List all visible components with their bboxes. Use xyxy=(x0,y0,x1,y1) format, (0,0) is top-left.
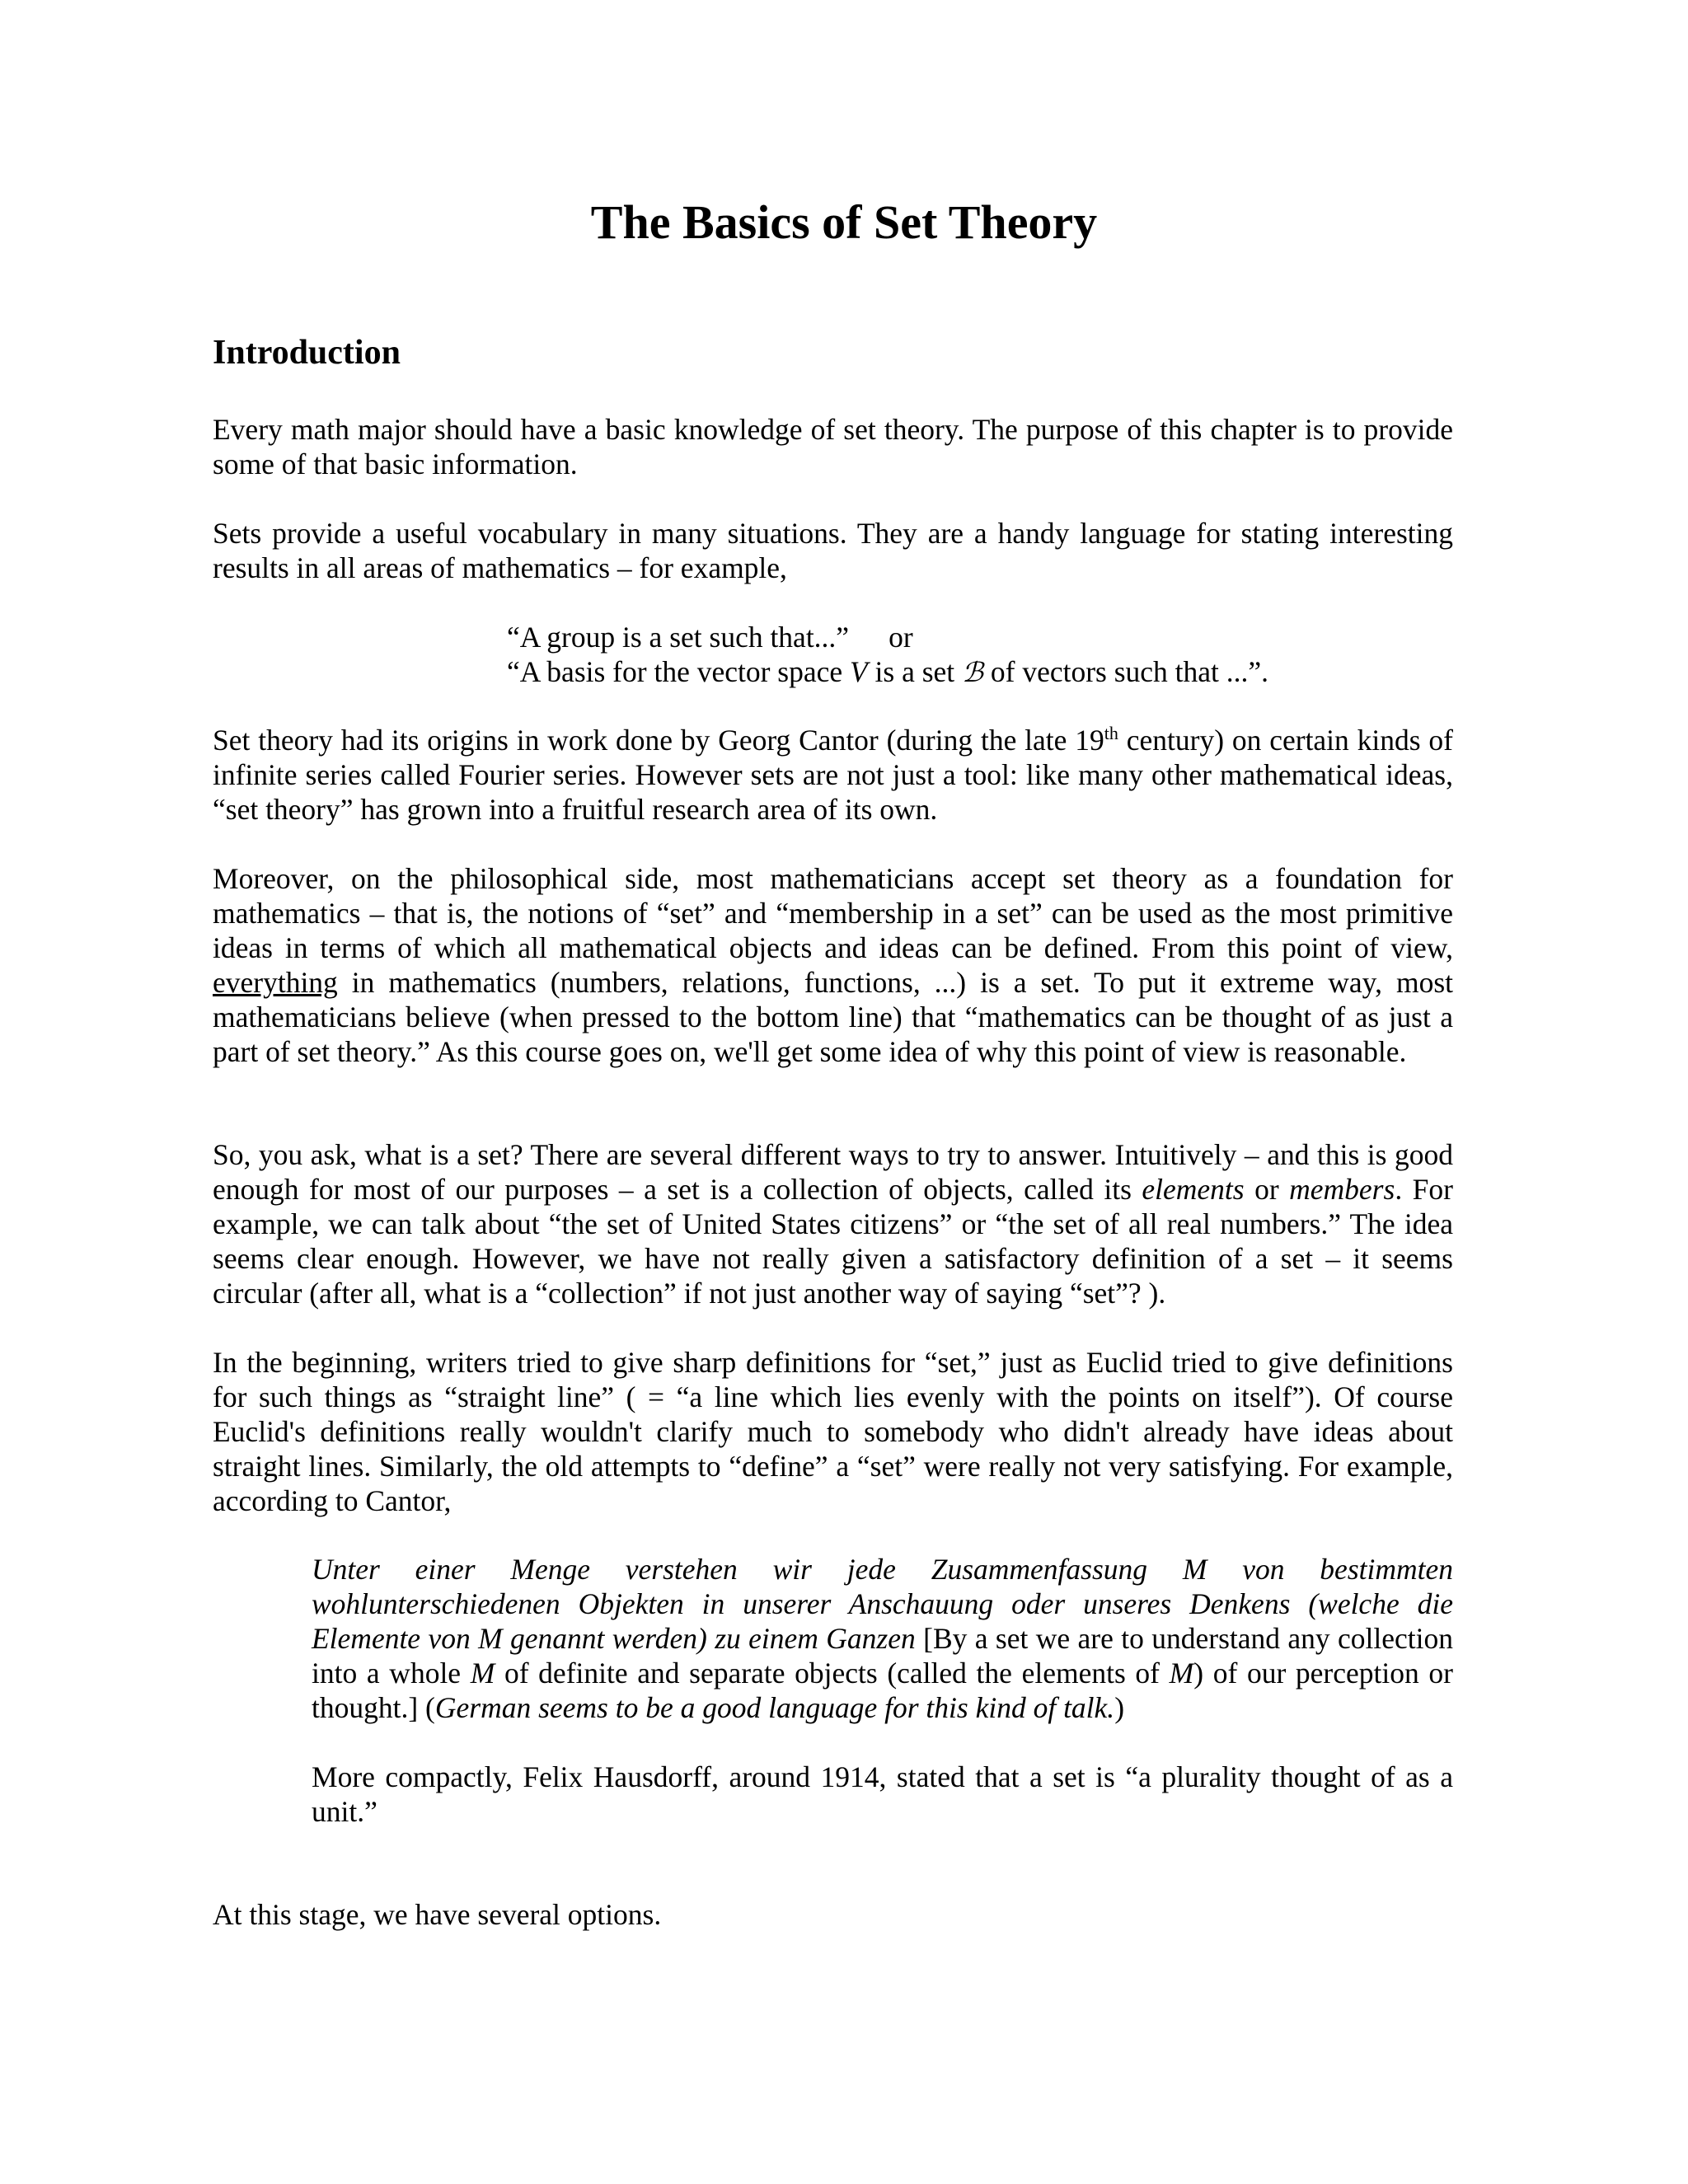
term-elements: elements xyxy=(1142,1173,1245,1206)
math-symbol-v: V xyxy=(849,655,868,688)
paragraph-options: At this stage, we have several options. xyxy=(213,1898,662,1931)
set-text-1: So, you ask, what is a set? There are several different ways to try to answer. Intuitively – and this is good enough for most of our purposes – a set is a collection of objects, called its xyxy=(213,1138,1453,1206)
cantor-english-3: ) of our perception or thought.] ( xyxy=(312,1657,1453,1724)
cantor-english-1: [By a set we are to understand any collection into a whole xyxy=(312,1622,1453,1690)
cantor-close: ) xyxy=(1114,1691,1125,1724)
paragraph-purpose: Every math major should have a basic knowledge of set theory. The purpose of this chapter is to provide some of that basic information. xyxy=(213,413,1453,480)
paragraph-definitions: In the beginning, writers tried to give sharp definitions for “set,” just as Euclid tried to give definitions for such things as “straight line” ( = “a line which lies evenly with the points on itself”). Of course Euclid's definitions really wouldn't clarify much to somebody who didn't already have ideas about straight lines. Similarly, the old attempts to “define” a “set” were really not very satisfying. For example, according to Cantor, xyxy=(213,1346,1453,1517)
cantor-aside: German seems to be a good language for this kind of talk. xyxy=(434,1691,1115,1724)
section-heading-introduction: Introduction xyxy=(213,334,401,372)
cantor-symbol-m1: M xyxy=(1182,1553,1207,1586)
cantor-english-2: of definite and separate objects (called the elements of xyxy=(495,1657,1170,1690)
hausdorff-quote: More compactly, Felix Hausdorff, around 1914, stated that a set is “a plurality thought of as a unit.” xyxy=(312,1760,1453,1828)
example-group-text: “A group is a set such that...” xyxy=(507,621,850,654)
example-basis-text-1: “A basis for the vector space xyxy=(507,655,850,688)
set-text-2: . For example, we can talk about “the set of United States citizens” or “the set of all real numbers.” The idea seems clear enough. However, we have not really given a satisfactory definition of a set – it seems circular (after all, what is a “collection” if not just another way of saying “set”? ). xyxy=(213,1173,1453,1310)
paragraph-foundation xyxy=(213,861,1453,1069)
example-basis-text-2: is a set xyxy=(867,655,963,688)
cantor-symbol-m4: M xyxy=(1169,1657,1194,1690)
example-basis xyxy=(507,654,1268,689)
example-or: or xyxy=(889,621,913,654)
origins-text-1: Set theory had its origins in work done by Georg Cantor (during the late 19 xyxy=(213,724,1104,757)
underlined-everything: everything xyxy=(213,966,338,999)
origins-text-2: century) on certain kinds of infinite series called Fourier series. However sets are not just a tool: like many other mathematical ideas, “set theory” has grown into a fruitful research area of its own. xyxy=(213,724,1453,826)
paragraph-vocabulary: Sets provide a useful vocabulary in many situations. They are a handy language for stating interesting results in all areas of mathematics – for example, xyxy=(213,517,1453,584)
cantor-symbol-m3: M xyxy=(470,1657,495,1690)
paragraph-what-is-a-set xyxy=(213,1137,1453,1310)
math-symbol-b: ℬ xyxy=(962,656,983,688)
origins-superscript: th xyxy=(1104,723,1118,744)
cantor-quote xyxy=(312,1552,1453,1725)
paragraph-origins xyxy=(213,723,1453,827)
term-members: members xyxy=(1289,1173,1395,1206)
example-basis-text-3: of vectors such that ...”. xyxy=(983,655,1269,688)
foundation-text-2: in mathematics (numbers, relations, functions, ...) is a set. To put it extreme way, most mathematicians believe (when pressed to the bottom line) that “mathematics can be thought of as just a part of set theory.” As this course goes on, we'll get some idea of why this point of view is reasonable. xyxy=(213,966,1453,1068)
document-title: The Basics of Set Theory xyxy=(590,195,1098,249)
foundation-text-1: Moreover, on the philosophical side, most mathematicians accept set theory as a foundation for mathematics – that is, the notions of “set” and “membership in a set” can be used as the most primitive ideas in terms of which all mathematical objects and ideas can be defined. From this point of view, xyxy=(213,862,1453,964)
example-statements xyxy=(507,620,1268,689)
cantor-german-3: genannt werden) zu einem Ganzen xyxy=(502,1622,916,1655)
cantor-german-1: Unter einer Menge verstehen wir jede Zusammenfassung xyxy=(312,1553,1183,1586)
set-text-or: or xyxy=(1244,1173,1290,1206)
cantor-german-2: von bestimmten wohlunterschiedenen Objekten in unserer Anschauung oder unseres Denkens (welche die Elemente von xyxy=(312,1553,1454,1655)
example-group xyxy=(507,620,1268,654)
cantor-symbol-m2: M xyxy=(478,1622,503,1655)
